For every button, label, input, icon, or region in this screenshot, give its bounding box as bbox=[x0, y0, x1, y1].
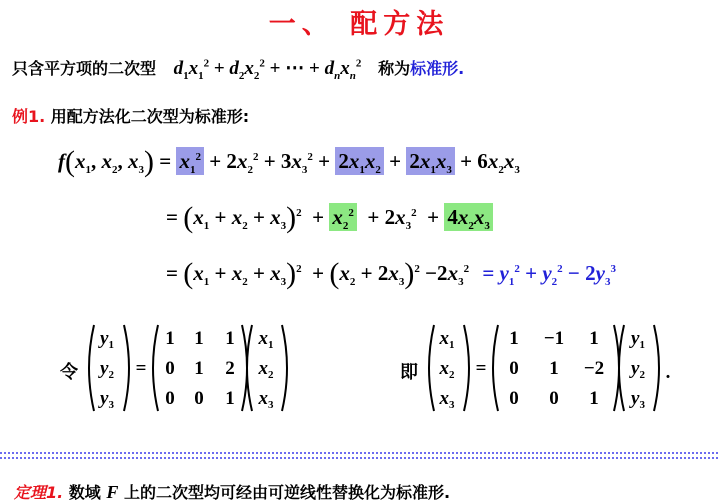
matrix-entry: 1 bbox=[194, 358, 204, 379]
highlight-x2-squared: $x_2^2$ bbox=[329, 203, 357, 231]
ji-label: 即 bbox=[400, 362, 418, 383]
equation-line-2: = $(x_1 + x_2 + x_3)^2 + x_2^2 + 2x_3^2 + 4x_2x_3$ bbox=[166, 201, 493, 235]
matrix-entry: 1 bbox=[589, 328, 599, 349]
field-symbol: F bbox=[106, 482, 119, 502]
result-standard-form: = $y_1^2 + y_2^2 - 2y_3^3$ bbox=[482, 261, 616, 289]
matrix-entry: 2 bbox=[225, 358, 235, 379]
matrix-entry: 1 bbox=[509, 328, 519, 349]
matrix-entry: 1 bbox=[549, 358, 559, 379]
matrix-entry: 1 bbox=[165, 328, 175, 349]
vector-entry: $x_1$ bbox=[258, 328, 274, 351]
matrix-entry: 0 bbox=[509, 388, 519, 409]
vector-entry: $x_2$ bbox=[258, 358, 274, 381]
vector-entry: $x_3$ bbox=[439, 388, 455, 411]
matrix-entry: −2 bbox=[583, 358, 605, 379]
vector-entry: $x_2$ bbox=[439, 358, 455, 381]
highlight-2x1x2: $2x_1x_2$ bbox=[335, 147, 384, 175]
theorem-line bbox=[14, 480, 450, 503]
vector-entry: $y_1$ bbox=[631, 328, 645, 351]
vector-entry: $y_3$ bbox=[100, 388, 114, 411]
right-paren bbox=[282, 325, 287, 411]
matrix-entry: 1 bbox=[225, 388, 235, 409]
standard-form-term: 标准形. bbox=[410, 59, 465, 78]
substitution-equation-2 bbox=[422, 322, 674, 414]
vector-entry: $y_1$ bbox=[100, 328, 114, 351]
intro-line bbox=[12, 56, 464, 80]
intro-suffix: 称为 bbox=[378, 59, 411, 78]
highlight-4x2x3: $4x_2x_3$ bbox=[444, 203, 493, 231]
vector-entry: $x_3$ bbox=[258, 388, 274, 411]
matrix-entry: 0 bbox=[549, 388, 559, 409]
theorem-label: 定理1. bbox=[14, 483, 64, 502]
dotted-divider bbox=[0, 452, 718, 462]
vector-entry: $y_2$ bbox=[631, 358, 645, 381]
matrix-entry: 1 bbox=[194, 328, 204, 349]
left-paren bbox=[619, 325, 624, 411]
intro-prefix: 只含平方项的二次型 bbox=[12, 59, 157, 78]
left-paren bbox=[89, 325, 94, 411]
equation-line-3: = $(x_1 + x_2 + x_3)^2 + (x_2 + 2x_3)^2 -2x_3^2 = y_1^2 + y_2^2 - 2y_3^3$ bbox=[166, 257, 616, 290]
ling-label: 令 bbox=[60, 362, 78, 383]
vector-entry: $y_2$ bbox=[100, 358, 114, 381]
theorem-text-before: 数域 bbox=[68, 483, 101, 502]
vector-entry: $y_3$ bbox=[631, 388, 645, 411]
example-text: 用配方法化二次型为标准形: bbox=[50, 107, 250, 126]
left-paren bbox=[429, 325, 434, 411]
highlight-x1-squared: $x_1^2$ bbox=[176, 147, 204, 175]
matrix-entry: 0 bbox=[509, 358, 519, 379]
matrix-entry: 1 bbox=[589, 388, 599, 409]
period: . bbox=[665, 362, 671, 383]
matrix-entry: 0 bbox=[194, 388, 204, 409]
theorem-text-after: 上的二次型均可经由可逆线性替换化为标准形. bbox=[123, 483, 451, 502]
example-label: 例1. bbox=[12, 107, 46, 126]
matrix-entry: 0 bbox=[165, 358, 175, 379]
vector-entry: $x_1$ bbox=[439, 328, 455, 351]
left-paren bbox=[153, 325, 158, 411]
equation-line-1: $f(x_1$, $x_2$, $x_3) = x_1^2 + 2x_2^2 + 3x_3^2 + 2x_1x_2 + 2x_1x_3 + 6x_2x_3$ bbox=[58, 145, 520, 178]
matrix-entry: −1 bbox=[543, 328, 565, 349]
right-paren bbox=[124, 325, 129, 411]
matrix-entry: 0 bbox=[165, 388, 175, 409]
example-header bbox=[12, 104, 249, 127]
highlight-2x1x3: $2x_1x_3$ bbox=[406, 147, 455, 175]
matrix-entry: 1 bbox=[225, 328, 235, 349]
standard-form-formula: $d_1x_1^2 + d_2x_2^2$ + ⋯ + $d_nx_n^2$ bbox=[173, 57, 362, 82]
right-paren bbox=[464, 325, 469, 411]
equals-sign: = bbox=[475, 358, 487, 379]
left-paren bbox=[247, 325, 252, 411]
right-paren bbox=[654, 325, 659, 411]
section-title: 一、 配方法 bbox=[268, 9, 450, 40]
substitution-equation-1 bbox=[82, 322, 302, 414]
left-paren bbox=[493, 325, 498, 411]
equals-sign: = bbox=[135, 358, 147, 379]
